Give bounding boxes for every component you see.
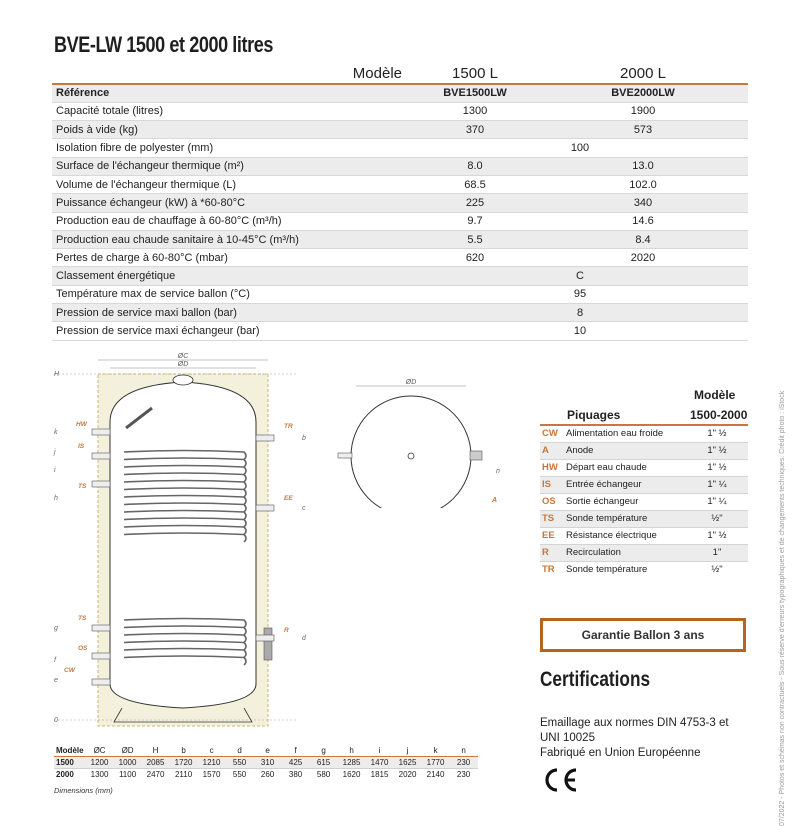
spec-value-1500: 225: [412, 194, 538, 212]
spec-row: [52, 84, 748, 102]
spec-label: Volume de l'échangeur thermique (L): [52, 175, 412, 193]
spec-value-2000: 8.4: [538, 230, 748, 248]
connection-stub: [256, 505, 274, 511]
ce-mark-icon: [540, 764, 580, 796]
dims-header-cell: i: [366, 745, 394, 757]
piquage-code: TR: [540, 561, 566, 578]
dims-header-cell: c: [198, 745, 226, 757]
connection-label: TS: [78, 483, 87, 490]
connection-label: IS: [78, 443, 85, 450]
dims-cell: 425: [282, 757, 310, 769]
spec-row: [52, 139, 748, 157]
electric-element: [264, 628, 272, 660]
piquage-code: R: [540, 544, 566, 561]
spec-value-1500: 68.5: [412, 175, 538, 193]
spec-row: [52, 175, 748, 193]
spec-value-1500: BVE1500LW: [412, 84, 538, 102]
dims-cell: 1470: [366, 757, 394, 769]
spec-label: Production eau chaude sanitaire à 10-45°C (m³/h): [52, 230, 412, 248]
dims-header-cell: e: [254, 745, 282, 757]
top-view-port-right: [470, 451, 482, 460]
top-view-a-label: A: [492, 497, 498, 504]
dims-cell: 1770: [422, 757, 450, 769]
left-letter: f: [54, 657, 56, 664]
right-dimension-letters: [302, 435, 307, 642]
spec-value-2000: BVE2000LW: [538, 84, 748, 102]
piquage-desc: Sonde température: [566, 561, 686, 578]
dims-header-cell: g: [310, 745, 338, 757]
dimensions-table: [54, 745, 478, 780]
piquage-code: EE: [540, 527, 566, 544]
connection-label: OS: [78, 645, 88, 652]
piquage-desc: Résistance électrique: [566, 527, 686, 544]
piquage-row: [540, 459, 748, 476]
piquage-code: HW: [540, 459, 566, 476]
dims-cell: 1815: [370, 769, 389, 779]
top-view-center-port: [408, 453, 414, 459]
spec-value-2000: 102.0: [538, 175, 748, 193]
top-view-port-left: [338, 453, 352, 458]
right-letter: d: [302, 635, 306, 642]
spec-row: [52, 212, 748, 230]
spec-value-1500: 9.7: [412, 212, 538, 230]
left-letter: i: [54, 467, 56, 474]
top-port: [173, 375, 193, 385]
right-letter: c: [302, 505, 306, 512]
spec-value-2000: 2020: [538, 249, 748, 267]
dims-header-cell: j: [394, 745, 422, 757]
piquage-row: [540, 442, 748, 459]
piquage-desc: Entrée échangeur: [566, 476, 686, 493]
dims-cell: 1210: [198, 757, 226, 769]
certifications-title: Certifications: [540, 668, 651, 691]
connection-stub: [92, 679, 110, 685]
dims-header-cell: ØD: [114, 745, 142, 757]
spec-value-shared: 100: [412, 139, 748, 157]
connection-label: CW: [64, 667, 75, 674]
dims-cell: 550: [232, 769, 247, 779]
spec-value-1500: 1300: [412, 102, 538, 120]
dims-cell: 2085: [142, 757, 170, 769]
dims-cell: 1300: [90, 769, 109, 779]
spec-value-1500: 8.0: [412, 157, 538, 175]
dims-cell: 2000: [56, 769, 74, 779]
piquage-size: ½": [686, 561, 748, 578]
top-view-circle: [351, 396, 471, 508]
piquage-code: CW: [540, 425, 566, 442]
spec-table: [52, 62, 748, 341]
piquage-row: [540, 561, 748, 578]
spec-label: Production eau de chauffage à 60-80°C (m³/h): [52, 212, 412, 230]
piquage-row: [540, 476, 748, 493]
spec-label: Poids à vide (kg): [52, 121, 412, 139]
spec-header-2000: 2000 L: [620, 65, 666, 82]
dims-header-row: [54, 745, 478, 757]
spec-value-1500: 370: [412, 121, 538, 139]
dims-cell: 1200: [86, 757, 114, 769]
piquage-size: 1": [686, 544, 748, 561]
spec-label: Température max de service ballon (°C): [52, 285, 412, 303]
piquage-desc: Sonde température: [566, 510, 686, 527]
spec-value-2000: 573: [538, 121, 748, 139]
spec-row: [52, 285, 748, 303]
spec-row: [52, 194, 748, 212]
piquage-size: 1" ½: [686, 442, 748, 459]
spec-row: [52, 267, 748, 285]
dims-cell: 230: [450, 757, 478, 769]
dim-d-label: ØD: [177, 361, 189, 368]
spec-label: Pression de service maxi échangeur (bar): [52, 322, 412, 340]
dims-cell: 230: [456, 769, 471, 779]
piquage-row: [540, 544, 748, 561]
certifications-text: [540, 716, 748, 761]
certification-origin: Fabriqué en Union Européenne: [540, 747, 701, 759]
spec-row: [52, 249, 748, 267]
piquages-range: 1500-2000: [690, 408, 748, 422]
piquage-desc: Anode: [566, 442, 686, 459]
piquage-size: 1" ½: [686, 459, 748, 476]
page-title: BVE-LW 1500 et 2000 litres: [54, 32, 273, 57]
dims-header-cell: ØC: [86, 745, 114, 757]
spec-value-shared: 10: [412, 322, 748, 340]
piquage-desc: Recirculation: [566, 544, 686, 561]
left-letter: g: [54, 625, 58, 632]
connection-stub: [92, 653, 110, 659]
dim-c-label: ØC: [177, 353, 189, 360]
spec-row: [52, 102, 748, 120]
piquage-size: ½": [686, 510, 748, 527]
tank-side-drawing: [52, 352, 312, 732]
spec-value-2000: 340: [538, 194, 748, 212]
dims-header-cell: b: [170, 745, 198, 757]
piquage-desc: Départ eau chaude: [566, 459, 686, 476]
spec-value-1500: 620: [412, 249, 538, 267]
dims-header-cell: h: [338, 745, 366, 757]
piquages-table: [540, 424, 748, 578]
connection-stub: [92, 453, 110, 459]
spec-row: [52, 322, 748, 340]
connection-label: TR: [284, 423, 293, 430]
piquage-size: 1" ¼: [686, 493, 748, 510]
left-letter: j: [54, 449, 56, 456]
spec-value-shared: 95: [412, 285, 748, 303]
connection-label: EE: [284, 495, 293, 502]
spec-label: Référence: [52, 84, 412, 102]
piquage-size: 1" ½: [686, 527, 748, 544]
left-letter: k: [54, 429, 58, 436]
dims-cell: 550: [226, 757, 254, 769]
connection-stub: [92, 625, 110, 631]
connection-stub: [256, 435, 274, 441]
dims-cell: 1625: [394, 757, 422, 769]
connection-stub: [92, 429, 110, 435]
piquage-code: TS: [540, 510, 566, 527]
spec-label: Pression de service maxi ballon (bar): [52, 304, 412, 322]
dims-cell: 1100: [118, 769, 137, 779]
dims-cell: 1720: [170, 757, 198, 769]
dims-cell: 2140: [426, 769, 445, 779]
dims-cell: 580: [316, 769, 331, 779]
right-letter: b: [302, 435, 306, 442]
piquage-desc: Alimentation eau froide: [566, 425, 686, 442]
spec-label: Isolation fibre de polyester (mm): [52, 139, 412, 157]
left-letter: H: [54, 371, 60, 378]
dims-cell: 310: [254, 757, 282, 769]
dims-cell: 1285: [338, 757, 366, 769]
spec-label: Surface de l'échangeur thermique (m²): [52, 157, 412, 175]
spec-row: [52, 157, 748, 175]
dims-header-cell: H: [142, 745, 170, 757]
connection-stub: [256, 635, 274, 641]
dims-row: [54, 757, 478, 769]
dims-cell: 2470: [146, 769, 165, 779]
dims-row: [54, 768, 478, 780]
left-letter: 0: [54, 717, 58, 724]
legal-side-note: 07/2022 - Photos et schémas non contractuels - Sous réserve d'erreurs typographiques et de changements techniques. Crédit photo : iStock: [779, 390, 786, 826]
dims-cell: 260: [260, 769, 275, 779]
dims-header-cell: f: [282, 745, 310, 757]
left-letter: h: [54, 495, 58, 502]
spec-value-shared: 8: [412, 304, 748, 322]
piquage-row: [540, 527, 748, 544]
tank-top-drawing: [316, 378, 506, 508]
piquage-code: A: [540, 442, 566, 459]
spec-row: [52, 121, 748, 139]
spec-label: Pertes de charge à 60-80°C (mbar): [52, 249, 412, 267]
tank-body: [110, 382, 256, 708]
spec-header-model: Modèle: [352, 65, 402, 82]
spec-header: [52, 62, 748, 84]
spec-label: Puissance échangeur (kW) à *60-80°C: [52, 194, 412, 212]
connection-label: TS: [78, 615, 87, 622]
dims-header-cell: d: [226, 745, 254, 757]
piquage-size: 1" ¼: [686, 476, 748, 493]
dims-cell: 615: [310, 757, 338, 769]
piquage-size: 1" ½: [686, 425, 748, 442]
garantie-box: Garantie Ballon 3 ans: [540, 618, 746, 652]
spec-row: [52, 230, 748, 248]
dims-cell: 380: [288, 769, 303, 779]
dims-header-cell: n: [450, 745, 478, 757]
dims-cell: 1000: [114, 757, 142, 769]
piquages-title: Piquages: [567, 408, 621, 422]
spec-value-2000: 13.0: [538, 157, 748, 175]
certification-norm: Emaillage aux normes DIN 4753-3 et UNI 10025: [540, 717, 729, 744]
spec-value-2000: 1900: [538, 102, 748, 120]
spec-row: [52, 304, 748, 322]
left-letter: e: [54, 677, 58, 684]
dims-cell: 2020: [398, 769, 417, 779]
piquage-desc: Sortie échangeur: [566, 493, 686, 510]
dims-cell: 1570: [202, 769, 221, 779]
top-dim-label: ØD: [405, 379, 417, 386]
top-view-n-label: n: [496, 468, 500, 475]
connection-label: R: [284, 627, 289, 634]
spec-value-shared: C: [412, 267, 748, 285]
piquage-row: [540, 425, 748, 442]
spec-value-1500: 5.5: [412, 230, 538, 248]
spec-label: Capacité totale (litres): [52, 102, 412, 120]
left-dimension-letters: [53, 371, 60, 724]
connection-stub: [92, 481, 110, 487]
spec-label: Classement énergétique: [52, 267, 412, 285]
piquage-row: [540, 510, 748, 527]
piquages-model-label: Modèle: [694, 388, 736, 402]
dims-header-cell: k: [422, 745, 450, 757]
piquage-row: [540, 493, 748, 510]
piquage-code: OS: [540, 493, 566, 510]
piquage-code: IS: [540, 476, 566, 493]
spec-value-2000: 14.6: [538, 212, 748, 230]
dims-header-cell: Modèle: [56, 746, 84, 755]
dims-cell: 2110: [174, 769, 193, 779]
spec-header-1500: 1500 L: [452, 65, 498, 82]
connection-label: HW: [76, 421, 87, 428]
dimensions-note: Dimensions (mm): [54, 786, 113, 795]
dims-cell: 1620: [342, 769, 361, 779]
dims-cell: 1500: [54, 757, 86, 769]
